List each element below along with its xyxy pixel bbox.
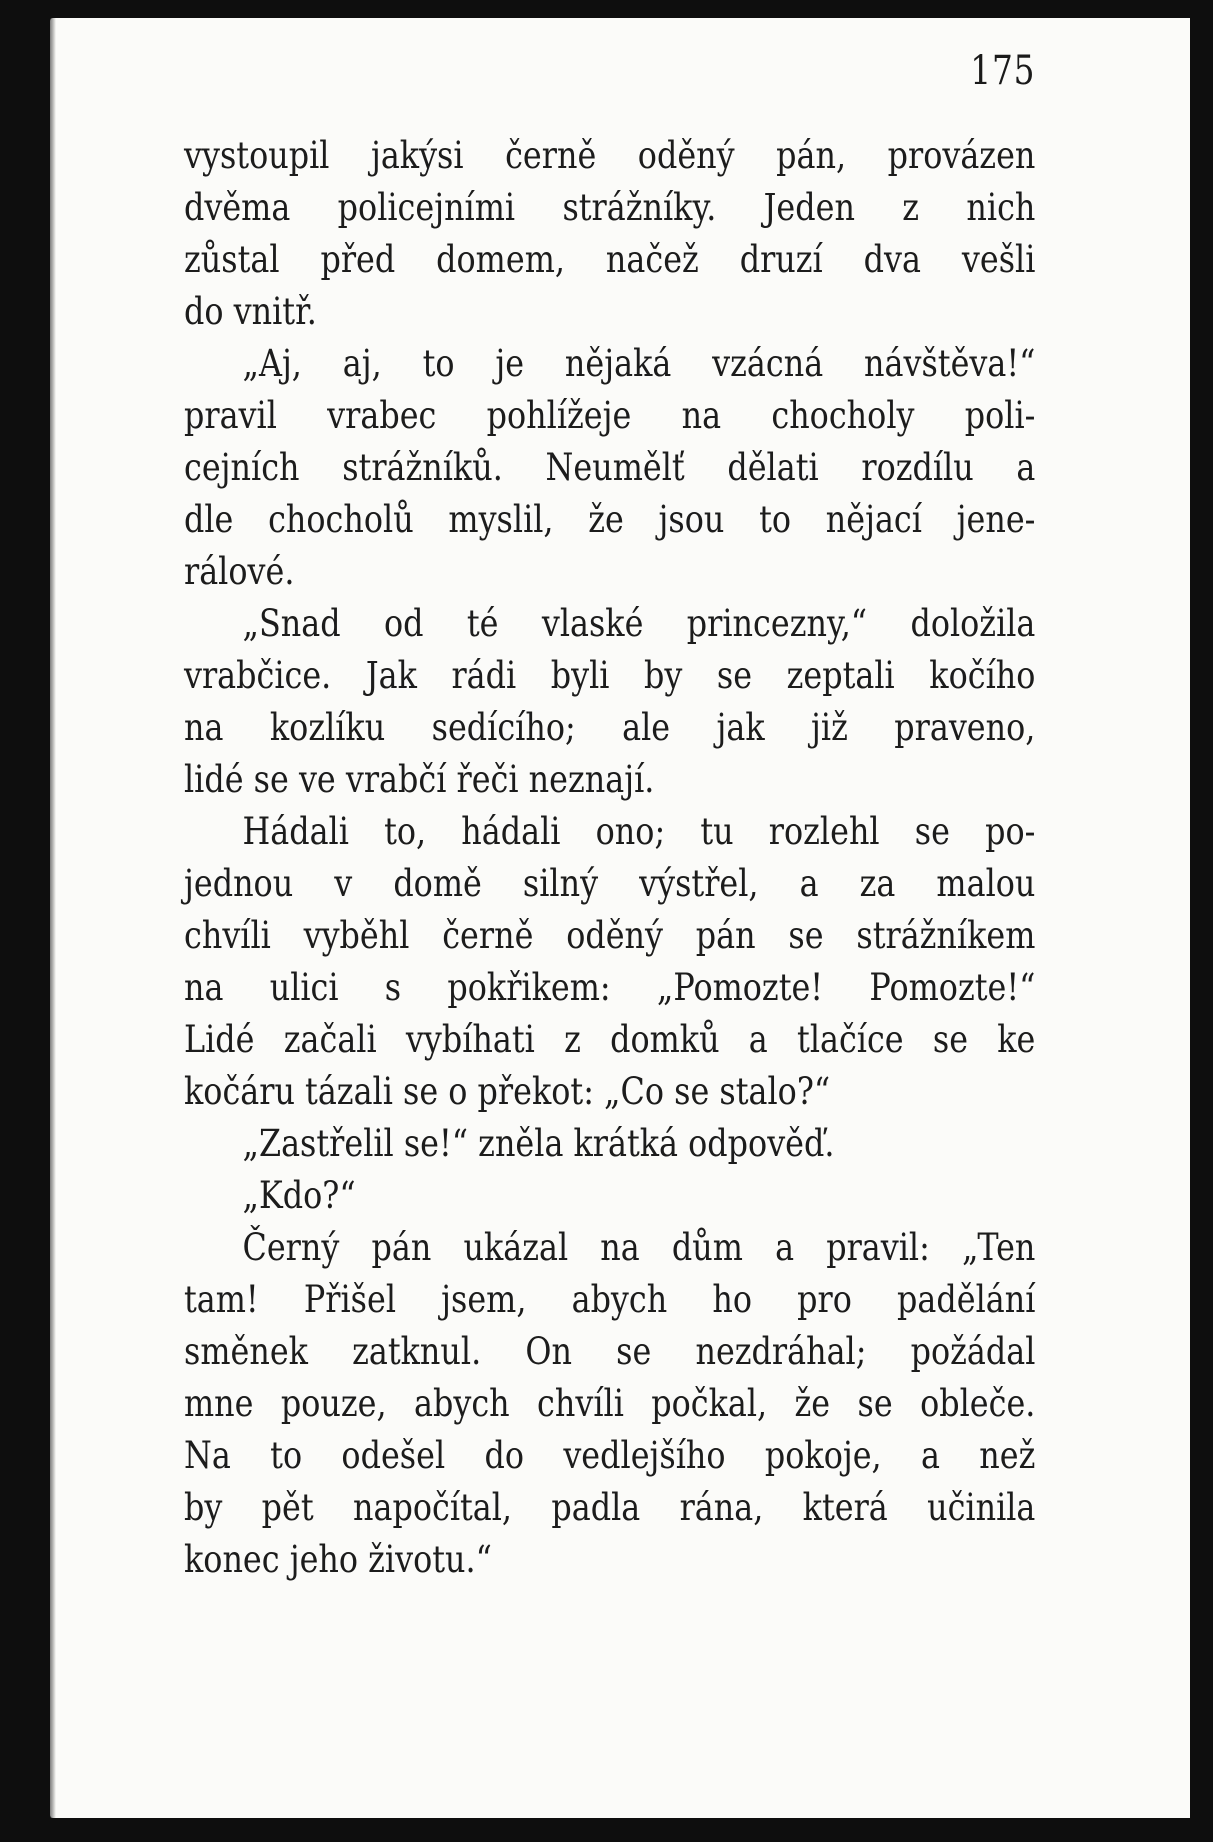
text-line: tam! Přišel jsem, abych ho pro padělání	[184, 1278, 1036, 1321]
text-line: „Kdo?“	[242, 1174, 356, 1217]
text-line: Hádali to, hádali ono; tu rozlehl se po-	[242, 810, 1036, 853]
text-line: do vnitř.	[184, 290, 317, 333]
text-line: „Zastřelil se!“ zněla krátká odpověď.	[242, 1122, 835, 1165]
text-line: dvěma policejními strážníky. Jeden z nich	[184, 186, 1036, 229]
page-number: 175	[969, 48, 1035, 94]
text-line: na kozlíku sedícího; ale jak již praveno,	[184, 706, 1036, 749]
text-line: jednou v domě silný výstřel, a za malou	[184, 862, 1036, 905]
text-line: pravil vrabec pohlížeje na chocholy poli-	[184, 394, 1036, 437]
text-line: Černý pán ukázal na dům a pravil: „Ten	[242, 1226, 1036, 1269]
text-line: Na to odešel do vedlejšího pokoje, a než	[184, 1434, 1036, 1477]
text-line: rálové.	[184, 550, 295, 593]
text-line: „Snad od té vlaské princezny,“ doložila	[242, 602, 1036, 645]
text-line: chvíli vyběhl černě oděný pán se strážníkem	[184, 914, 1036, 957]
paragraph	[184, 598, 1036, 806]
text-line: mne pouze, abych chvíli počkal, že se obleče.	[184, 1382, 1036, 1425]
text-line: na ulici s pokřikem: „Pomozte! Pomozte!“	[184, 966, 1036, 1009]
text-line: kočáru tázali se o překot: „Co se stalo?“	[184, 1070, 831, 1113]
paragraph	[184, 1118, 1036, 1170]
text-line: lidé se ve vrabčí řeči neznají.	[184, 758, 655, 801]
text-line: směnek zatknul. On se nezdráhal; požádal	[184, 1330, 1036, 1373]
paragraph	[184, 338, 1036, 598]
text-line: Lidé začali vybíhati z domků a tlačíce se ke	[184, 1018, 1036, 1061]
paragraph	[184, 130, 1036, 338]
text-line: zůstal před domem, načež druzí dva vešli	[184, 238, 1036, 281]
body-text	[184, 130, 1036, 1586]
text-line: „Aj, aj, to je nějaká vzácná návštěva!“	[242, 342, 1036, 385]
page-binding-edge	[50, 18, 56, 1818]
text-line: vystoupil jakýsi černě oděný pán, provázen	[184, 134, 1036, 177]
text-line: dle chocholů myslil, že jsou to nějací jene-	[184, 498, 1036, 541]
text-line: vrabčice. Jak rádi byli by se zeptali kočího	[184, 654, 1036, 697]
paragraph	[184, 1222, 1036, 1586]
text-line: by pět napočítal, padla rána, která učinila	[184, 1486, 1036, 1529]
paragraph	[184, 1170, 1036, 1222]
paragraph	[184, 806, 1036, 1118]
text-line: cejních strážníků. Neumělť dělati rozdílu a	[184, 446, 1036, 489]
text-line: konec jeho životu.“	[184, 1538, 492, 1581]
